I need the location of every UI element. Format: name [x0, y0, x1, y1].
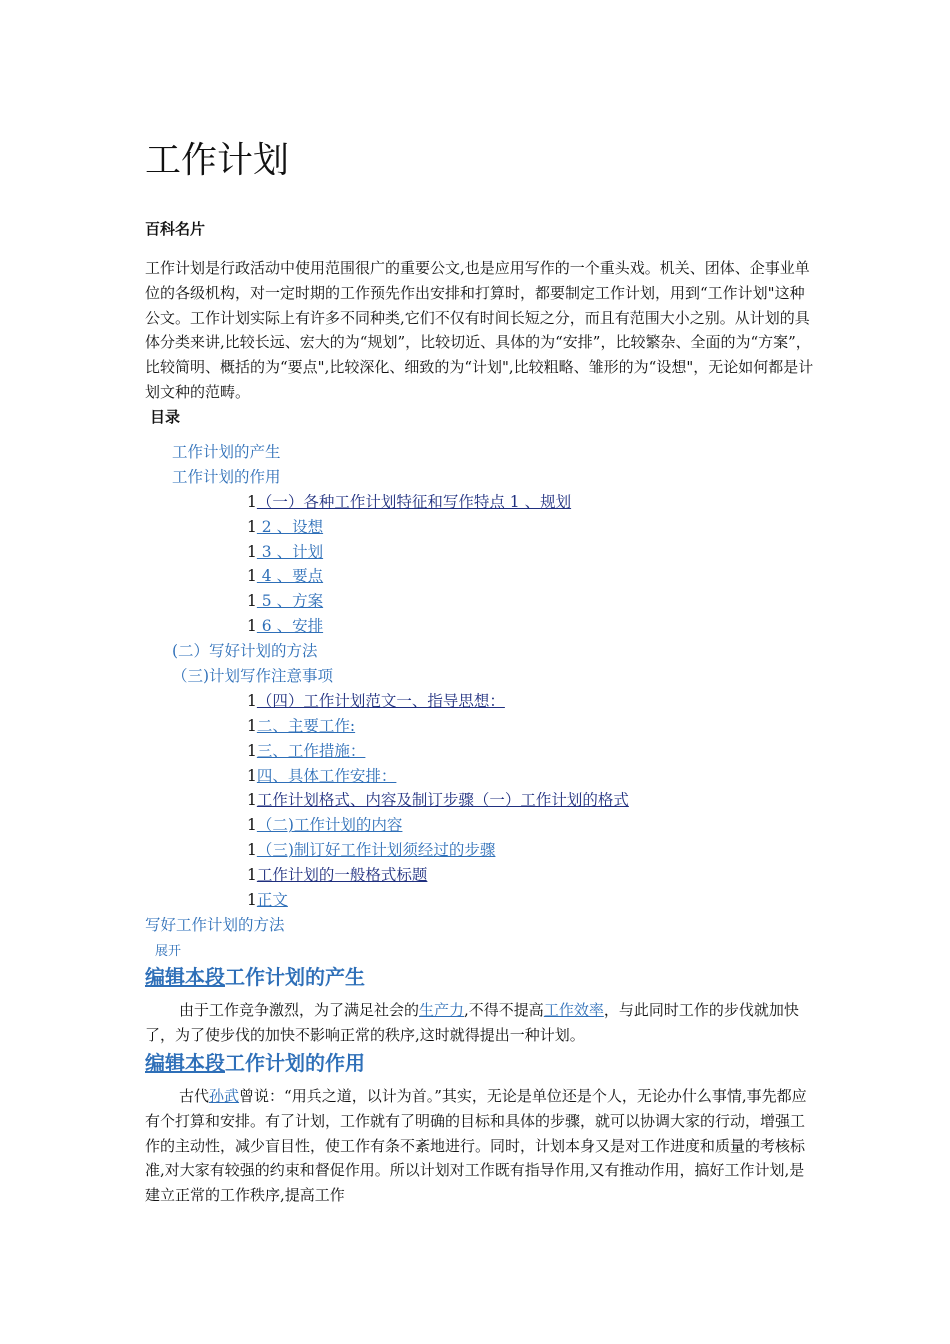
text-run: ,不得不提高 — [464, 1001, 544, 1019]
toc-item-link[interactable]: 正文 — [256, 891, 288, 910]
toc-item — [0, 664, 950, 689]
toc-item — [0, 838, 950, 863]
toc-item-link[interactable]: 工作计划格式、内容及制订步骤（一）工作计划的格式 — [256, 791, 629, 810]
toc-item-link[interactable]: 二、主要工作: — [256, 716, 356, 735]
toc-item-number: 1 — [247, 841, 257, 860]
toc-item — [0, 764, 950, 789]
intro-paragraph: 工作计划是行政活动中使用范围很广的重要公文,也是应用写作的一个重头戏。机关、团体、企事业单位的各级机构，对一定时期的工作预先作出安排和打算时，都要制定工作计划，用到“工作计划"这种公文。工作计划实际上有许多不同种类,它们不仅有时间长短之分，而且有范围大小之别。从计划的具体分类来讲,比较长远、宏大的为“规划”，比较切近、具体的为“安排”，比较繁杂、全面的为“方案”，比较简明、概括的为“要点",比较深化、细致的为“计划",比较粗略、雏形的为“设想"，无论如何都是计划文种的范畴。 — [145, 259, 814, 401]
page-title: 工作计划 — [145, 140, 290, 181]
toc-item-link[interactable]: 2 、设想 — [256, 517, 324, 536]
toc-item-number: 1 — [247, 542, 257, 561]
toc-item-link[interactable]: 4 、要点 — [256, 567, 324, 586]
toc-item — [0, 515, 950, 540]
toc-item-number: 1 — [247, 617, 257, 636]
toc-item — [0, 788, 950, 813]
toc-item — [0, 589, 950, 614]
toc-item-link[interactable]: 工作计划的产生 — [172, 443, 281, 461]
toc-item-link[interactable]: 三、工作措施： — [256, 741, 366, 760]
text-run: 由于工作竞争激烈，为了满足社会的 — [179, 1001, 420, 1019]
toc-item-link[interactable]: 写好工作计划的方法 — [145, 915, 285, 934]
toc-item-number: 1 — [247, 691, 257, 710]
toc-item — [0, 614, 950, 639]
toc-item-link[interactable]: 四、具体工作安排： — [256, 766, 397, 785]
section-paragraph-origin — [145, 998, 815, 1048]
toc-item-link[interactable]: 6 、安排 — [256, 617, 324, 636]
toc-item-link[interactable]: 工作计划的作用 — [172, 467, 281, 486]
section-title: 工作计划的作用 — [225, 1051, 365, 1075]
toc-item — [0, 739, 950, 764]
toc-item-link[interactable]: (二）写好计划的方法 — [172, 642, 318, 661]
toc-item-number: 1 — [247, 492, 257, 511]
section-heading-origin — [145, 961, 365, 990]
toc-item — [0, 813, 950, 838]
section-heading-role — [145, 1047, 365, 1076]
text-run: 曾说：“用兵之道，以计为首。”其实，无论是单位还是个人，无论办什么事情,事先都应有个打算和安排。有了计划，工作就有了明确的目标和具体的步骤，就可以协调大家的行动，增强工作的主动性，减少盲目性，使工作有条不紊地进行。同时，计划本身又是对工作进度和质量的考核标准,对大家有较强的约束和督促作用。所以计划对工作既有指导作用,又有推动作用，搞好工作计划,是建立正常的工作秩序,提高工作 — [145, 1087, 807, 1205]
link-productivity[interactable]: 生产力 — [419, 1001, 465, 1019]
toc-item-link[interactable]: （四）工作计划范文一、指导思想： — [256, 691, 505, 710]
section-title: 工作计划的产生 — [225, 965, 365, 989]
toc-item — [0, 490, 950, 515]
toc-item — [0, 440, 950, 465]
toc-item — [0, 863, 950, 888]
toc-item — [0, 540, 950, 565]
toc-item-number: 1 — [247, 592, 257, 611]
toc-item-link[interactable]: 5 、方案 — [256, 592, 324, 611]
text-run: 古代 — [179, 1087, 210, 1105]
toc-item-number: 1 — [247, 766, 257, 785]
link-sun-wu[interactable]: 孙武 — [209, 1087, 240, 1105]
toc-item — [0, 564, 950, 589]
toc-item — [0, 689, 950, 714]
card-label: 百科名片 — [145, 220, 206, 238]
toc-item — [0, 913, 950, 938]
toc-item-number: 1 — [247, 741, 257, 760]
toc-item — [0, 714, 950, 739]
link-work-efficiency[interactable]: 工作效率 — [543, 1001, 604, 1019]
toc-item-link[interactable]: 工作计划的一般格式标题 — [256, 866, 428, 885]
toc-item-number: 1 — [247, 891, 257, 910]
toc-item-number: 1 — [247, 567, 257, 586]
toc-item-number: 1 — [247, 816, 257, 835]
toc-item-link[interactable]: （一）各种工作计划特征和写作特点 1 、规划 — [256, 492, 572, 511]
section-paragraph-role — [145, 1084, 815, 1208]
expand-link[interactable]: 展开 — [155, 944, 182, 959]
table-of-contents — [0, 440, 950, 938]
text-run: ，与此同时工作的步伐就加快了，为了使步伐的加快不影响正常的秩序,这时就得提出一种计划。 — [145, 1001, 799, 1044]
edit-section-link[interactable]: 编辑本段 — [145, 1051, 225, 1075]
toc-item — [0, 639, 950, 664]
toc-item — [0, 888, 950, 913]
toc-item — [0, 465, 950, 490]
toc-item-link[interactable]: 3 、计划 — [256, 542, 324, 561]
toc-item-link[interactable]: （二)工作计划的内容 — [256, 816, 403, 835]
toc-item-link[interactable]: （三)制订好工作计划须经过的步骤 — [256, 841, 496, 860]
edit-section-link[interactable]: 编辑本段 — [145, 965, 225, 989]
toc-item-number: 1 — [247, 866, 257, 885]
toc-item-number: 1 — [247, 791, 257, 810]
toc-item-number: 1 — [247, 517, 257, 536]
toc-item-link[interactable]: （三)计划写作注意事项 — [172, 667, 334, 686]
toc-item-number: 1 — [247, 716, 257, 735]
toc-label: 目录 — [150, 408, 181, 426]
